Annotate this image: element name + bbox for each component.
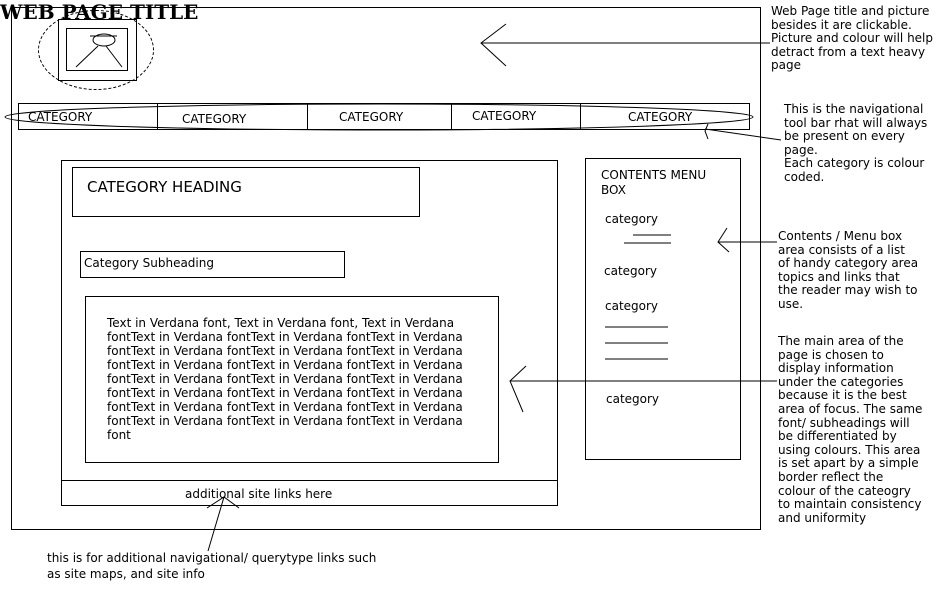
nav-item-category-3[interactable]: CATEGORY	[339, 110, 404, 124]
annotation-contents: Contents / Menu box area consists of a list of handy category area topics and links that the reader may wish to use.	[778, 229, 919, 311]
nav-item-category-2[interactable]: CATEGORY	[182, 112, 247, 126]
category-subheading: Category Subheading	[84, 256, 214, 270]
contents-menu-item-1[interactable]: category	[605, 212, 659, 226]
image-placeholder-icon	[76, 34, 122, 67]
nav-item-category-4[interactable]: CATEGORY	[472, 109, 537, 123]
annotation-main: The main area of the page is chosen to display information under the categories because it is the best area of focus. The same font/ subheadings will be differentiated by using colours. This area is set apart by a simple border reflect the colour of the cateogry to maintain consistency and uniformity	[778, 334, 923, 525]
contents-menu-item-4[interactable]: category	[606, 392, 660, 406]
title-arrow	[481, 24, 770, 66]
footer-divider	[61, 480, 558, 481]
main-body-text: Text in Verdana font, Text in Verdana font, Text in Verdana fontText in Verdana fontText in Verdana fontText in Verdana fontText in Verdana fontText in Verdana fontText in Verdana fontText in Verdana fontText in Verdana fontText in Verdana fontText in Verdana fontText in Verdana fontText in Verdana fontText in Verdana fontText in Verdana fontText in Verdana fontText in Verdana fontText in Verdana fontText in Verdana fontText in Verdana fontText in Verdana fontText in Verdana font	[107, 316, 463, 442]
nav-item-category-5[interactable]: CATEGORY	[628, 110, 693, 124]
annotation-footer: this is for additional navigational/ querytype links such as site maps, and site info	[47, 551, 377, 581]
contents-menu-item-2[interactable]: category	[604, 264, 658, 278]
page-title[interactable]: WEB PAGE TITLE	[0, 0, 199, 24]
annotation-nav: This is the navigational tool bar rhat will always be present on every page. Each category is colour coded.	[784, 102, 928, 184]
category-heading: CATEGORY HEADING	[87, 178, 242, 196]
nav-divider	[157, 103, 158, 130]
footer-links[interactable]: additional site links here	[185, 487, 333, 501]
contents-menu-item-3[interactable]: category	[605, 299, 659, 313]
annotation-title: Web Page title and picture besides it are clickable. Picture and colour will help detract from a text heavy page	[771, 4, 934, 73]
nav-item-category-1[interactable]: CATEGORY	[28, 110, 93, 124]
nav-divider	[580, 103, 581, 130]
contents-menu-title: CONTENTS MENU BOX	[601, 168, 707, 197]
nav-divider	[307, 103, 308, 130]
nav-divider	[451, 103, 452, 130]
